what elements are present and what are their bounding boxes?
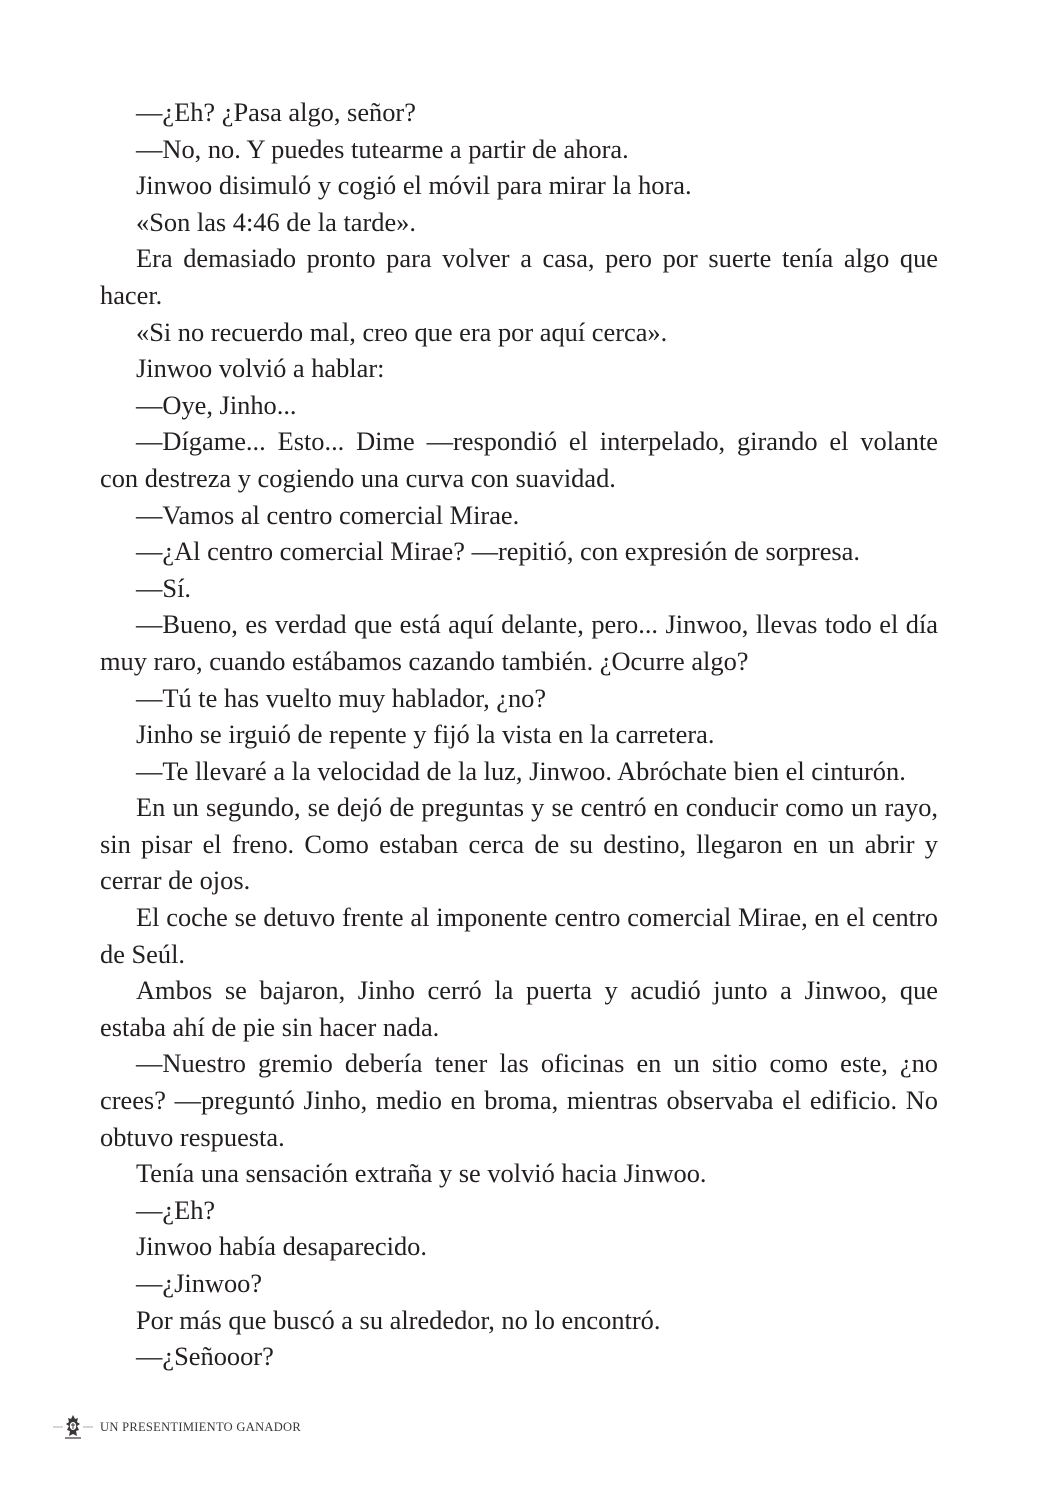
paragraph: —¿Señooor? bbox=[136, 1341, 274, 1372]
paragraph: «Si no recuerdo mal, creo que era por aquí cerca». bbox=[136, 316, 668, 347]
paragraph: Jinwoo había desaparecido. bbox=[136, 1231, 427, 1262]
book-title: UN PRESENTIMIENTO GANADOR bbox=[100, 1419, 302, 1434]
paragraph: —Bueno, es verdad que está aquí delante, pero... Jinwoo, llevas todo el día muy raro, cuando estábamos cazando también. ¿Ocurre algo? bbox=[100, 609, 938, 676]
paragraph: —Nuestro gremio debería tener las oficinas en un sitio como este, ¿no crees? —preguntó Jinho, medio en broma, mientras observaba el edificio. No obtuvo respuesta. bbox=[100, 1048, 938, 1152]
paragraph: —¿Eh? bbox=[136, 1194, 216, 1225]
paragraph: —Te llevaré a la velocidad de la luz, Jinwoo. Abróchate bien el cinturón. bbox=[136, 755, 906, 786]
paragraph: —¿Al centro comercial Mirae? —repitió, con expresión de sorpresa. bbox=[136, 536, 860, 567]
paragraph: —No, no. Y puedes tutearme a partir de ahora. bbox=[136, 133, 629, 164]
paragraph: —Dígame... Esto... Dime —respondió el interpelado, girando el volante con destreza y cogiendo una curva con suavidad. bbox=[100, 426, 938, 493]
paragraph: Tenía una sensación extraña y se volvió hacia Jinwoo. bbox=[136, 1158, 707, 1189]
paragraph: «Son las 4:46 de la tarde». bbox=[136, 206, 416, 237]
paragraph: Jinho se irguió de repente y fijó la vista en la carretera. bbox=[136, 719, 715, 750]
paragraph: —Oye, Jinho... bbox=[136, 389, 297, 420]
paragraph: —¿Eh? ¿Pasa algo, señor? bbox=[136, 97, 416, 127]
paragraph: Jinwoo volvió a hablar: bbox=[136, 353, 385, 384]
paragraph: —Vamos al centro comercial Mirae. bbox=[136, 499, 520, 530]
running-footer bbox=[52, 1413, 301, 1441]
paragraph: Por más que buscó a su alrededor, no lo encontró. bbox=[136, 1304, 661, 1335]
body-text bbox=[100, 94, 938, 1375]
paragraph: El coche se detuvo frente al imponente centro comercial Mirae, en el centro de Seúl. bbox=[100, 902, 938, 969]
knight-helmet-emblem-icon bbox=[52, 1413, 94, 1441]
paragraph: Jinwoo disimuló y cogió el móvil para mirar la hora. bbox=[136, 170, 692, 201]
paragraph: —Sí. bbox=[136, 572, 191, 603]
paragraph: Era demasiado pronto para volver a casa, pero por suerte tenía algo que hacer. bbox=[100, 243, 938, 310]
paragraph: En un segundo, se dejó de preguntas y se centró en conducir como un rayo, sin pisar el freno. Como estaban cerca de su destino, llegaron en un abrir y cerrar de ojos. bbox=[100, 792, 938, 896]
paragraph: —¿Jinwoo? bbox=[136, 1268, 263, 1298]
paragraph: Ambos se bajaron, Jinho cerró la puerta y acudió junto a Jinwoo, que estaba ahí de pie sin hacer nada. bbox=[100, 975, 938, 1042]
paragraph: —Tú te has vuelto muy hablador, ¿no? bbox=[136, 682, 547, 713]
